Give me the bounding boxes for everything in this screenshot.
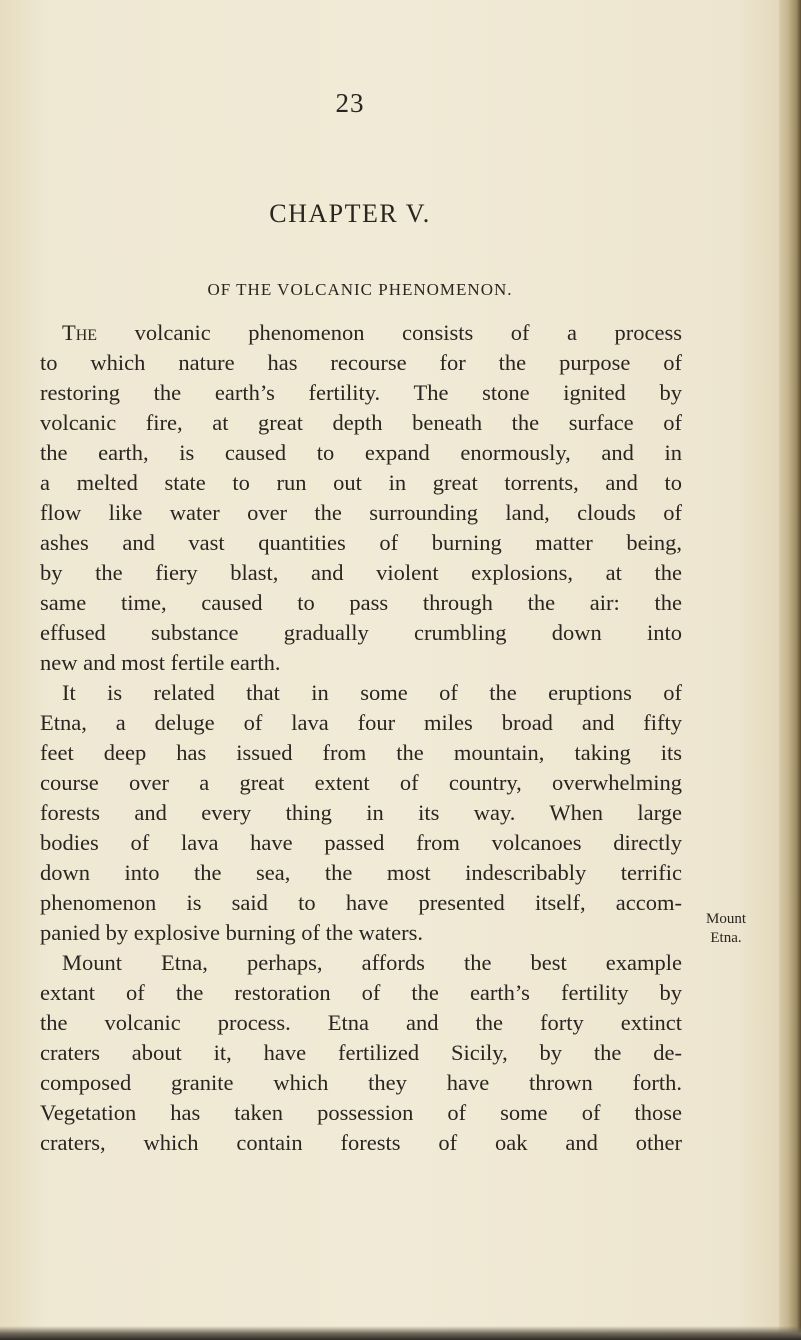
text-line: Etna, a deluge of lava four miles broad and fifty — [40, 710, 682, 735]
text-line: panied by explosive burning of the waters. — [40, 920, 424, 945]
text-line: down into the sea, the most indescribably terrific — [40, 860, 682, 885]
text-line: It is related that in some of the eruptions of — [62, 680, 682, 705]
margin-note-line: Mount — [705, 911, 746, 927]
margin-note-line: Etna. — [710, 930, 742, 946]
text-line: course over a great extent of country, overwhelming — [40, 770, 682, 795]
chapter-title: CHAPTER V. — [269, 199, 431, 228]
text-line: Mount Etna, perhaps, affords the best example — [62, 950, 682, 975]
text-line: craters, which contain forests of oak and other — [40, 1130, 682, 1155]
text-line: craters about it, have fertilized Sicily, by the de- — [40, 1040, 682, 1065]
page-gutter-edge — [779, 0, 801, 1340]
text-line: bodies of lava have passed from volcanoes directly — [40, 830, 682, 855]
page-number: 23 — [335, 88, 365, 118]
text-line: extant of the restoration of the earth’s fertility by — [40, 980, 682, 1005]
text-line: forests and every thing in its way. When large — [40, 800, 682, 825]
text-line: same time, caused to pass through the air: the — [40, 590, 682, 615]
text-line: composed granite which they have thrown forth. — [40, 1070, 682, 1095]
drop-word: The — [62, 320, 98, 345]
chapter-subtitle: OF THE VOLCANIC PHENOMENON. — [207, 280, 513, 299]
text-line: new and most fertile earth. — [40, 650, 281, 675]
text-line: the earth, is caused to expand enormously, and in — [40, 440, 682, 465]
text-line: The volcanic phenomenon consists of a process — [62, 320, 682, 345]
text-line: ashes and vast quantities of burning matter being, — [40, 530, 682, 555]
text-line: Vegetation has taken possession of some of those — [40, 1100, 682, 1125]
body-text — [40, 318, 682, 1158]
text-line: feet deep has issued from the mountain, taking its — [40, 740, 682, 765]
text-line: phenomenon is said to have presented itself, accom- — [40, 890, 682, 915]
text-line: flow like water over the surrounding land, clouds of — [40, 500, 682, 525]
text-line: volcanic fire, at great depth beneath the surface of — [40, 410, 682, 435]
text-line: restoring the earth’s fertility. The stone ignited by — [40, 380, 682, 405]
text-line: to which nature has recourse for the purpose of — [40, 350, 682, 375]
margin-note — [688, 910, 764, 948]
page-bottom-edge — [0, 1326, 801, 1340]
text-line: the volcanic process. Etna and the forty extinct — [40, 1010, 682, 1035]
text-line: by the fiery blast, and violent explosions, at the — [40, 560, 682, 585]
text-line: a melted state to run out in great torrents, and to — [40, 470, 682, 495]
text-line: effused substance gradually crumbling down into — [40, 620, 682, 645]
